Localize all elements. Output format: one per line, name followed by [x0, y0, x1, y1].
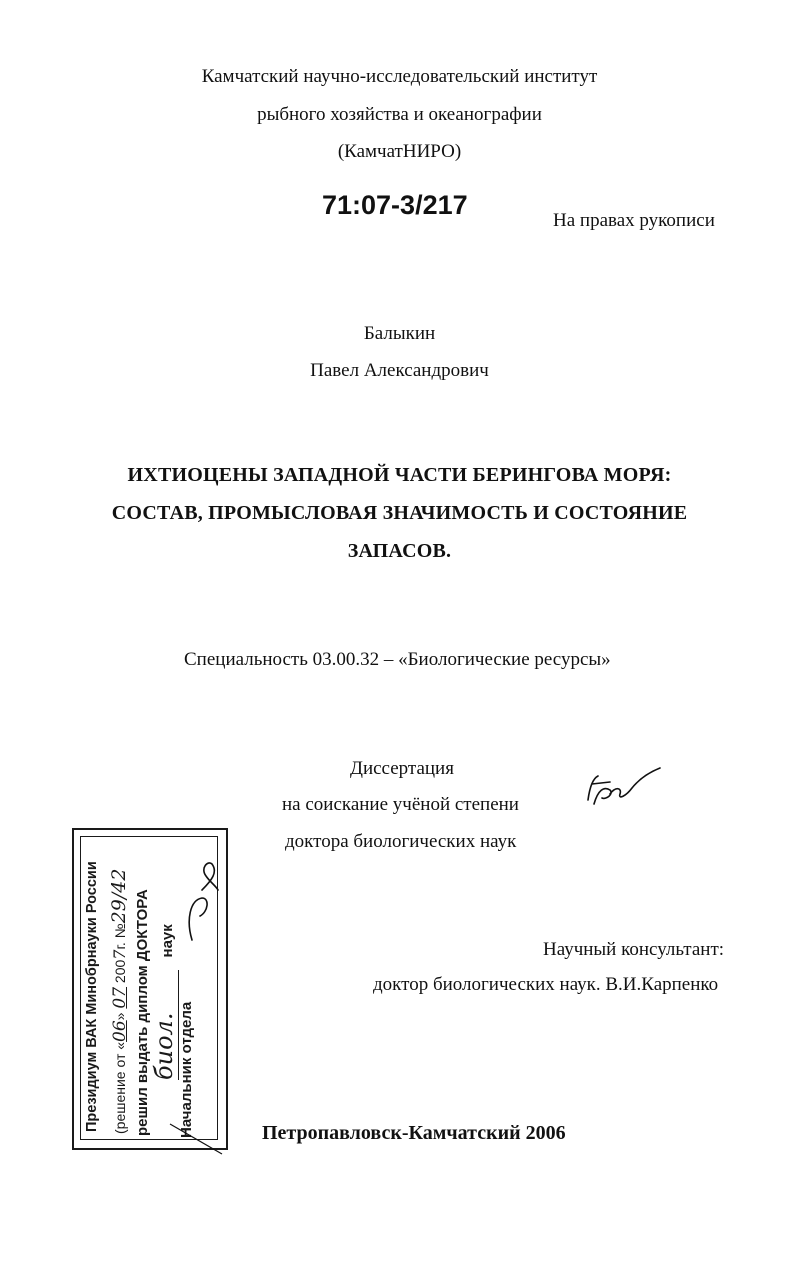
stamp-decision-prefix: (решение от « — [112, 1041, 128, 1134]
stamp-decision-number: 29/42 — [108, 868, 130, 924]
stamp-signature-mark — [182, 860, 222, 950]
consultant-label: Научный консультант: — [543, 939, 725, 960]
stamp-science-field: биол. — [150, 970, 179, 1080]
dissertation-degree-line: на соискание учёной степени — [282, 794, 519, 815]
place-year: Петропавловск-Камчатский 2006 — [262, 1122, 566, 1144]
stamp-decision-number-label: г. № — [112, 923, 128, 950]
stamp-decision-day: 06 — [110, 1020, 130, 1042]
stamp-line-head: Начальник отдела — [178, 1001, 195, 1138]
manuscript-rights-note: На правах рукописи — [553, 210, 715, 231]
consultant-name: доктор биологических наук. В.И.Карпенко — [373, 974, 719, 995]
specialty: Специальность 03.00.32 – «Биологические ресурсы» — [184, 649, 611, 670]
stamp-line-decision — [108, 869, 130, 1134]
institute-abbreviation: (КамчатНИРО) — [337, 141, 462, 162]
author-surname: Балыкин — [363, 323, 436, 344]
stamp-corner-mark — [150, 1120, 230, 1160]
stamp-line-diploma: решил выдать диплом ДОКТОРА — [134, 889, 151, 1136]
stamp-decision-century: 200 — [112, 959, 128, 984]
stamp-decision-quote: » — [112, 1012, 128, 1021]
title-line3: ЗАПАСОВ. — [347, 540, 452, 562]
author-given-names: Павел Александрович — [310, 360, 489, 381]
dissertation-label: Диссертация — [350, 758, 454, 779]
stamp-science-suffix: наук — [159, 924, 176, 958]
dissertation-field-line: доктора биологических наук — [285, 831, 517, 852]
stamp-decision-year-digit: 7 — [110, 949, 129, 960]
signature-mark — [580, 760, 670, 820]
stamp-line-presidium: Президиум ВАК Минобрнауки России — [84, 861, 100, 1132]
stamp-decision-month: 07 — [110, 986, 130, 1009]
title-line2: СОСТАВ, ПРОМЫСЛОВАЯ ЗНАЧИМОСТЬ И СОСТОЯНИЕ — [111, 502, 688, 524]
catalog-code: 71:07-3/217 — [322, 190, 468, 220]
stamp-line-science — [150, 924, 179, 1080]
institute-name-line2: рыбного хозяйства и океанографии — [257, 104, 542, 125]
title-line1: ИХТИОЦЕНЫ ЗАПАДНОЙ ЧАСТИ БЕРИНГОВА МОРЯ: — [127, 464, 672, 486]
institute-name-line1: Камчатский научно-исследовательский институт — [201, 66, 598, 87]
